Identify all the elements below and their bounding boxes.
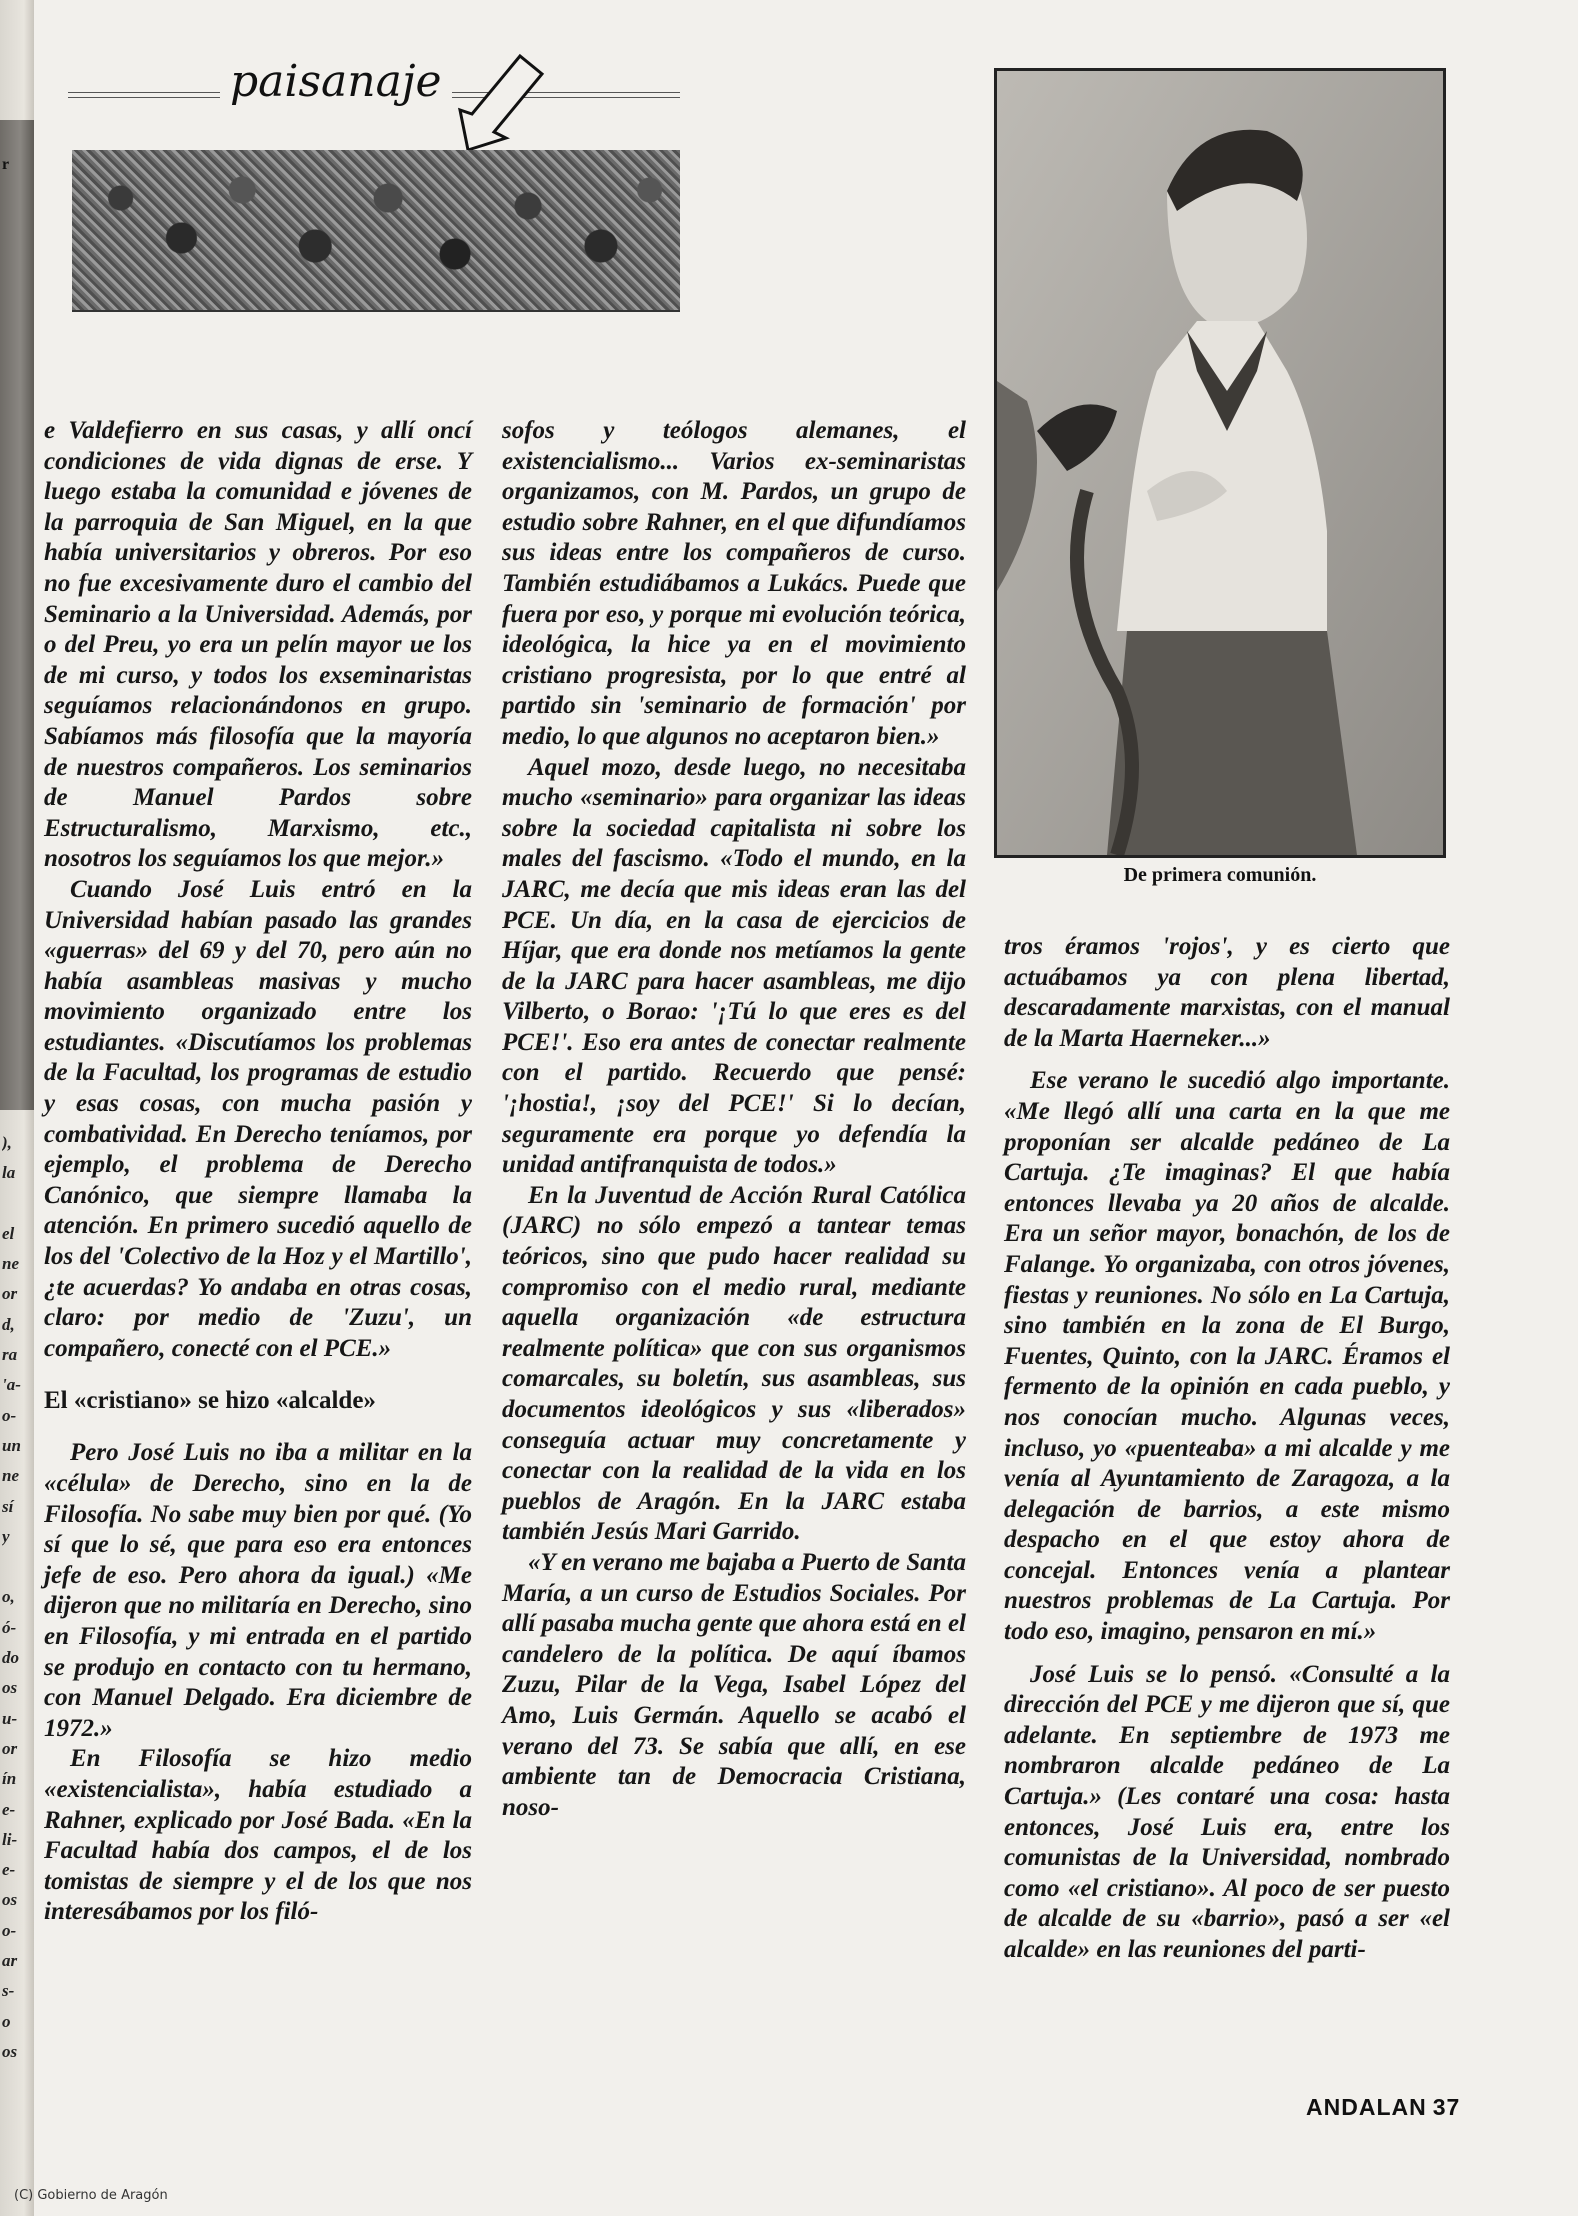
gutter-fragment: ar	[2, 1951, 18, 1971]
gutter-fragment: or	[2, 1738, 18, 1758]
gutter-fragment: or	[2, 1284, 18, 1304]
gutter-fragment-top: r	[2, 156, 10, 173]
paragraph: En la Juventud de Acción Rural Católica (JARC) no sólo empezó a tantear temas teóricos, sino que pudo hacer realidad su compromiso con el medio rural, mediante aquella organización «de estructura realmente política» que con sus organismos comarcales, su boletín, sus asambleas, sus documentos ideológicos y sus «liberados» conseguía actuar muy concretamente y conectar con la realidad de la vida en los pueblos de Aragón. En la JARC estaba también Jesús Mari Garrido.	[502, 1181, 966, 1546]
gutter-fragment: y	[2, 1526, 10, 1546]
gutter-fragment: sí	[2, 1496, 14, 1516]
gutter-fragment: ne	[2, 1466, 19, 1486]
arrow-icon	[450, 50, 550, 160]
paragraph: José Luis se lo pensó. «Consulté a la dirección del PCE y me dijeron que sí, que adelante. En septiembre de 1973 me nombraron alcalde pedáneo de La Cartuja.» (Les contaré una cosa: hasta entonces, José Luis era, entre los comunistas de la Universidad, nombrado como «el cristiano». Al poco de ser puesto de alcalde de su «barrio», pasó a ser «el alcalde» en las reuniones del parti-	[1004, 1660, 1450, 1963]
gutter-fragment: la	[2, 1163, 16, 1183]
page-footer	[1300, 2094, 1460, 2121]
gutter-fragment: 'a-	[2, 1375, 21, 1395]
gutter-fragment: ín	[2, 1769, 17, 1789]
paragraph: Pero José Luis no iba a militar en la «célula» de Derecho, sino en la de Filosofía. No sabe muy bien por qué. (Yo sí que lo sé, que para eso era entonces jefe de eso. Pero ahora da igual.) «Me dijeron que no militaría en Derecho, sino en Filosofía, y mi entrada en el partido se produjo en contacto con tu hermano, con Manuel Delgado. Era diciembre de 1972.»	[44, 1439, 472, 1742]
gutter-fragment: d,	[2, 1314, 15, 1334]
gutter-fragment: ó-	[2, 1617, 17, 1637]
magazine-name: ANDALAN	[1306, 2094, 1427, 2120]
gutter-fragment: e-	[2, 1860, 16, 1880]
gutter-fragment: ra	[2, 1345, 18, 1365]
copyright-notice: (C) Gobierno de Aragón	[14, 2188, 168, 2203]
gutter-fragment: li-	[2, 1829, 18, 1849]
gutter-fragment: u-	[2, 1708, 18, 1728]
gutter-fragment: s-	[2, 1981, 15, 2001]
article-subheading: El «cristiano» se hizo «alcalde»	[44, 1387, 376, 1415]
crowd-photo	[72, 150, 680, 312]
paragraph: e Valdefierro en sus casas, y allí oncí condiciones de vida dignas de erse. Y luego estaba la comunidad e jóvenes de la parroquia de San Miguel, en la que había universitarios y obreros. Por eso no fue excesivamente duro el cambio del Seminario a la Universidad. Además, por o del Preu, yo era un pelín mayor ue los de mi curso, y todos los exseminaristas seguíamos relacionándonos en grupo. Sabíamos más filosofía que la mayoría de nuestros compañeros. Los seminarios de Manuel Pardos sobre Estructuralismo, Marxismo, etc., nosotros los seguíamos los que mejor.»	[44, 417, 472, 873]
paragraph: Ese verano le sucedió algo importante. «Me llegó allí una carta en la que me proponían ser alcalde pedáneo de La Cartuja. ¿Te imaginas? El que había entonces llevaba ya 20 años de alcalde. Era un señor mayor, bonachón, de los de Falange. Yo organizaba, con otros jóvenes, fiestas y reuniones. No sólo en La Cartuja, sino también en la zona de El Burgo, Fuentes, Quinto, con la JARC. Éramos el fermento de la opinión en cada pueblo, y nos conocían mucho. Algunas veces, incluso, yo «puenteaba» a mi alcalde y me venía al Ayuntamiento de Zaragoza, a la delegación de barrios, a este mismo despacho en el que estoy ahora de concejal. Entonces venía a plantear nuestros problemas de La Cartuja. Por todo eso, imagino, pensaron en mí.»	[1004, 1067, 1450, 1646]
gutter-fragment: ),	[2, 1133, 12, 1152]
page-number: 37	[1432, 2094, 1461, 2120]
gutter-photo-edge	[0, 120, 34, 1110]
gutter-fragment	[2, 1189, 32, 1219]
gutter-fragment: o,	[2, 1587, 15, 1607]
section-tag: paisanaje	[220, 56, 452, 107]
gutter-fragment: do	[2, 1648, 19, 1668]
gutter-text-fragments	[2, 1128, 32, 2067]
gutter-fragment: os	[2, 1890, 18, 1910]
gutter-fragment: o-	[2, 1920, 17, 1940]
paragraph: sofos y teólogos alemanes, el existencialismo... Varios ex-seminaristas organizamos, con M. Pardos, un grupo de estudio sobre Rahner, en el que difundíamos sus ideas entre los compañeros de curso. También estudiábamos a Lukács. Puede que fuera por eso, y porque mi evolución teórica, ideológica, la hice ya en el movimiento cristiano progresista, por lo que entré al partido sin 'seminario de formación' por medio, lo que algunos no aceptaron bien.»	[502, 417, 966, 750]
article-column-2	[502, 416, 966, 1823]
paragraph: «Y en verano me bajaba a Puerto de Santa María, a un curso de Estudios Sociales. Por allí pasaba mucha gente que ahora está en el candelero de la política. De aquí íbamos Zuzu, Pilar de la Vega, Isabel López del Amo, Luis Germán. Aquello se acabó el verano del 73. Se sabía que allí, en ese ambiente tan de Democracia Cristiana, noso-	[502, 1548, 966, 1821]
paragraph: Cuando José Luis entró en la Universidad habían pasado las grandes «guerras» del 69 y del 70, pero aún no había asambleas masivas y mucho movimiento organizado entre los estudiantes. «Discutíamos los problemas de la Facultad, los programas de estudio y esas cosas, con mucha pasión y combatividad. En Derecho teníamos, por ejemplo, el problema de Derecho Canónico, que siempre llamaba la atención. En primero sucedió aquello de los del 'Colectivo de la Hoz y el Martillo', ¿te acuerdas? Yo andaba en otras cosas, claro: por medio de 'Zuzu', un compañero, conecté con el PCE.»	[44, 875, 472, 1362]
gutter-fragment: o-	[2, 1405, 17, 1425]
gutter-fragment	[2, 1552, 32, 1582]
paragraph: tros éramos 'rojos', y es cierto que actuábamos ya con plena libertad, descaradamente marxistas, con el manual de la Marta Haerneker...»	[1004, 933, 1450, 1052]
article-column-3	[1004, 932, 1450, 1966]
portrait-illustration	[997, 71, 1443, 855]
paragraph: Aquel mozo, desde luego, no necesitaba mucho «seminario» para organizar las ideas sobre la sociedad capitalista ni sobre los males del fascismo. «Todo el mundo, en la JARC, me decía que mis ideas eran las del PCE. Un día, en la casa de ejercicios de Híjar, que era donde nos metíamos la gente de la JARC para hacer asambleas, me dijo Vilberto, o Borao: '¡Tú lo que eres es del PCE!'. Eso era antes de conectar realmente con el partido. Recuerdo que pensé: '¡hostia!, ¡soy del PCE!' Si lo decían, seguramente era porque yo defendía la unidad antifranquista de todos.»	[502, 753, 966, 1179]
gutter-fragment: el	[2, 1223, 15, 1243]
gutter-fragment: os	[2, 1678, 18, 1698]
photo-caption: De primera comunión.	[1123, 864, 1317, 886]
gutter-fragment: un	[2, 1435, 21, 1455]
portrait-photo	[994, 68, 1446, 858]
gutter-fragment: o	[2, 2011, 11, 2031]
gutter-fragment: os	[2, 2041, 18, 2061]
article-column-1	[44, 416, 472, 1928]
gutter-fragment: e-	[2, 1799, 16, 1819]
paragraph: En Filosofía se hizo medio «existencialista», había estudiado a Rahner, explicado por José Bada. «En la Facultad había dos campos, el de los tomistas de siempre y el de los que nos interesábamos por los filó-	[44, 1745, 472, 1926]
gutter-fragment: ne	[2, 1254, 19, 1274]
